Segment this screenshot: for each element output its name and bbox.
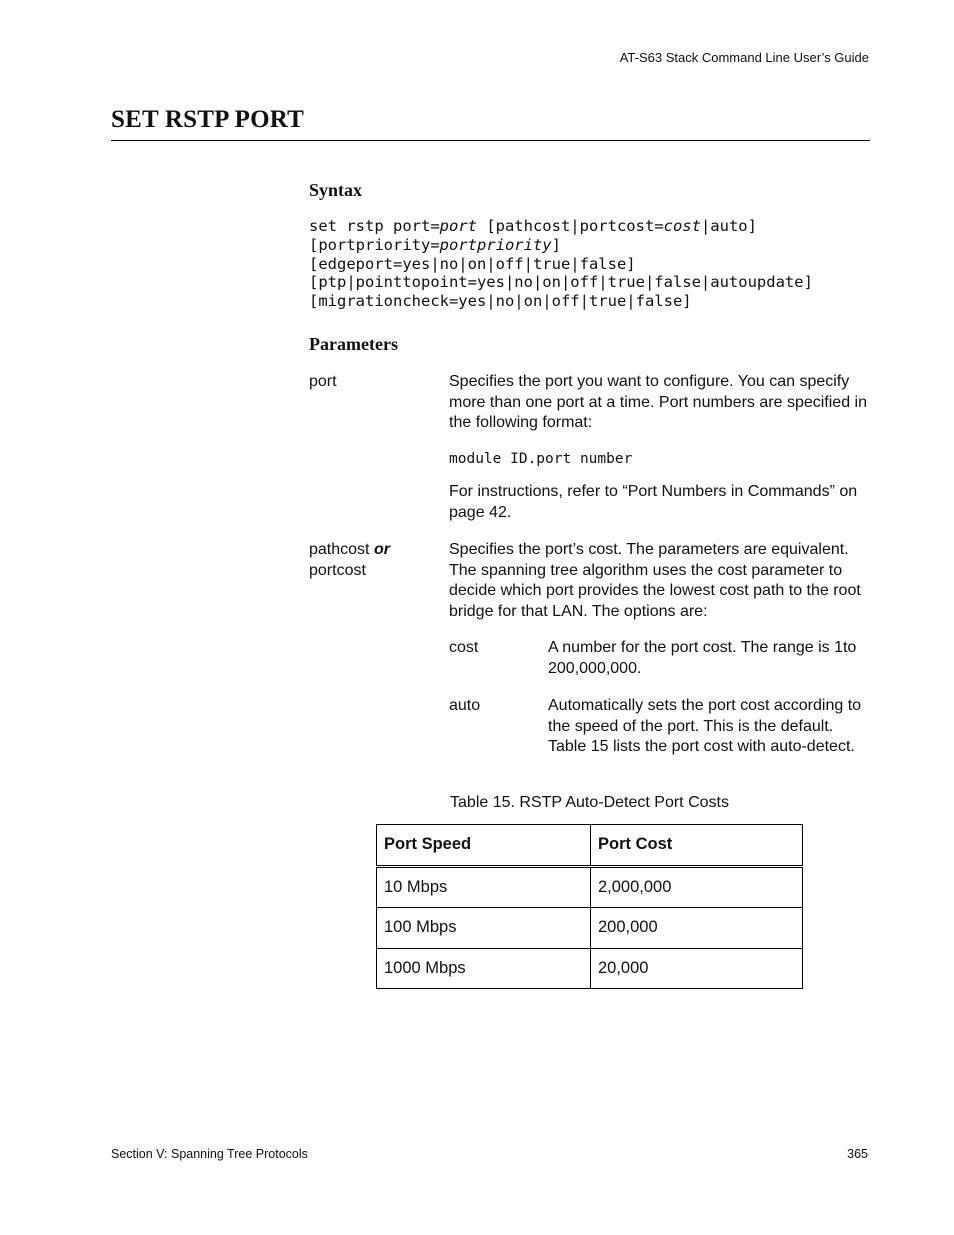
param-port-name: port: [309, 373, 337, 390]
syntax-line-2: [portpriority=portpriority]: [309, 235, 561, 254]
column-header-port-cost: Port Cost: [591, 825, 803, 867]
option-cost-description: A number for the port cost. The range is 1to 200,000,000.: [548, 639, 857, 677]
syntax-line-4: [ptp|pointtopoint=yes|no|on|off|true|false|autoupdate]: [309, 273, 813, 292]
port-cost-table: [376, 824, 803, 989]
syntax-block: [309, 217, 813, 311]
page-title: SET RSTP PORT: [111, 106, 304, 133]
param-pathcost-name: pathcost or portcost: [309, 541, 390, 579]
option-auto-description: Automatically sets the port cost according to the speed of the port. This is the default. Table 15 lists the port cost with auto-detect.: [548, 697, 862, 755]
port-reference-note: For instructions, refer to “Port Numbers in Commands” on page 42.: [449, 483, 858, 521]
column-header-port-speed: Port Speed: [377, 825, 591, 867]
cell-port-cost: 200,000: [591, 908, 803, 949]
param-pathcost-description: Specifies the port’s cost. The parameters are equivalent. The spanning tree algorithm uses the cost parameter to decide which port provides the lowest cost path to the root bridge for that LAN. The options are:: [449, 541, 861, 620]
port-format-code: module ID.port number: [449, 451, 633, 467]
syntax-line-5: [migrationcheck=yes|no|on|off|true|false]: [309, 292, 692, 311]
cell-port-cost: 20,000: [591, 948, 803, 989]
running-header: AT-S63 Stack Command Line User’s Guide: [619, 50, 869, 65]
table-row: [377, 866, 803, 908]
footer-section: Section V: Spanning Tree Protocols: [111, 1147, 308, 1161]
option-cost-name: cost: [449, 639, 479, 656]
footer-page-number: 365: [847, 1147, 868, 1161]
title-divider: [111, 140, 870, 141]
cell-port-speed: 10 Mbps: [377, 866, 591, 908]
cell-port-speed: 100 Mbps: [377, 908, 591, 949]
table-row: [377, 948, 803, 989]
syntax-line-1: set rstp port=port [pathcost|portcost=cost|auto]: [309, 217, 757, 235]
option-auto-name: auto: [449, 697, 481, 714]
table-header-row: [377, 825, 803, 867]
param-port-description: Specifies the port you want to configure. You can specify more than one port at a time. Port numbers are specified in the following format:: [449, 373, 867, 431]
syntax-line-3: [edgeport=yes|no|on|off|true|false]: [309, 254, 636, 273]
syntax-heading: Syntax: [309, 180, 363, 200]
cell-port-cost: 2,000,000: [591, 866, 803, 908]
table-caption: Table 15. RSTP Auto-Detect Port Costs: [450, 794, 729, 811]
parameters-heading: Parameters: [309, 334, 398, 354]
cell-port-speed: 1000 Mbps: [377, 948, 591, 989]
table-row: [377, 908, 803, 949]
